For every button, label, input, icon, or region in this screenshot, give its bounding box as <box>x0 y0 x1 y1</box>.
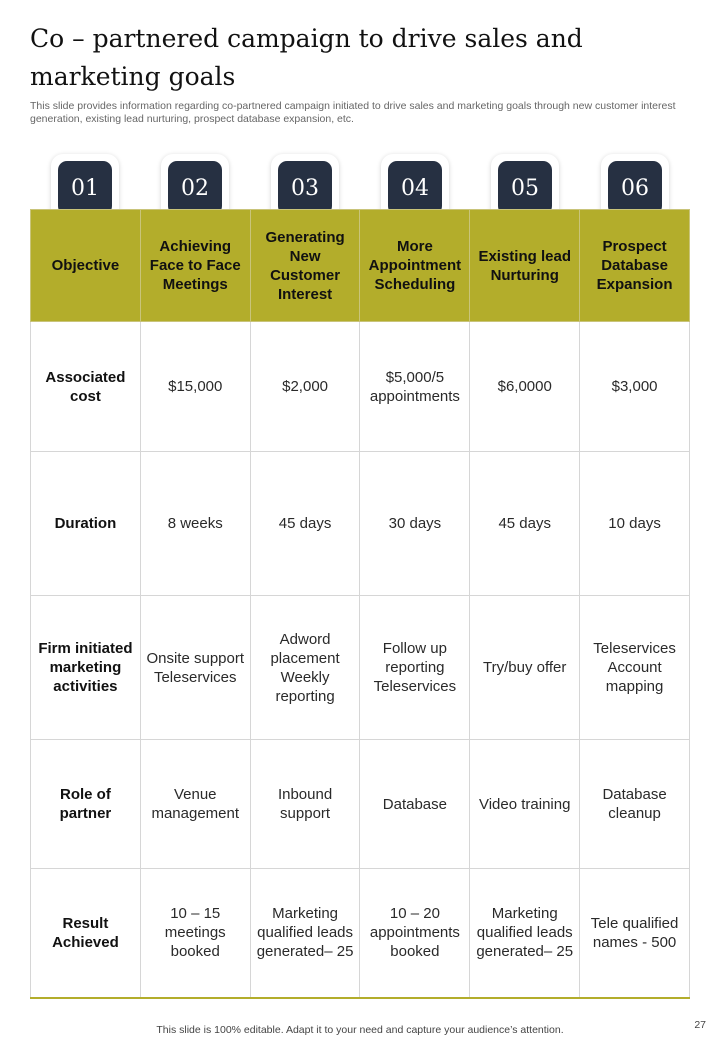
slide-subtitle: This slide provides information regarding co-partnered campaign initiated to drive sales and marketing goals through new customer interest generation, existing lead nurturing, prospect database expansion, etc. <box>30 100 676 125</box>
table-cell: Video training <box>470 740 580 869</box>
table-cell: $5,000/5 appointments <box>360 322 470 452</box>
column-header: More Appointment Scheduling <box>360 210 470 322</box>
row-header: Role of partner <box>31 740 141 869</box>
column-header: Prospect Database Expansion <box>580 210 690 322</box>
table-cell: Marketing qualified leads generated– 25 <box>250 869 360 998</box>
table-cell: $15,000 <box>140 322 250 452</box>
table-cell: 30 days <box>360 452 470 596</box>
table-cell: 8 weeks <box>140 452 250 596</box>
column-header: Existing lead Nurturing <box>470 210 580 322</box>
table-cell: Onsite support Teleservices <box>140 596 250 740</box>
step-number: 03 <box>278 161 332 215</box>
step-number: 05 <box>498 161 552 215</box>
step-number: 02 <box>168 161 222 215</box>
table-cell: $6,0000 <box>470 322 580 452</box>
table-row <box>31 452 690 596</box>
step-number: 01 <box>58 161 112 215</box>
table-cell: Try/buy offer <box>470 596 580 740</box>
column-header: Achieving Face to Face Meetings <box>140 210 250 322</box>
table-cell: 45 days <box>250 452 360 596</box>
corner-header: Objective <box>31 210 141 322</box>
table-cell: Follow up reporting Teleservices <box>360 596 470 740</box>
table-row <box>31 322 690 452</box>
table-cell: Venue management <box>140 740 250 869</box>
page-number: 27 <box>694 1019 706 1031</box>
table-cell: Marketing qualified leads generated– 25 <box>470 869 580 998</box>
table-cell: 10 days <box>580 452 690 596</box>
table-cell: Database <box>360 740 470 869</box>
footer-note: This slide is 100% editable. Adapt it to your need and capture your audience’s attention. <box>156 1024 564 1036</box>
step-number: 04 <box>388 161 442 215</box>
table-cell: $3,000 <box>580 322 690 452</box>
row-header: Associated cost <box>31 322 141 452</box>
table-cell: 10 – 20 appointments booked <box>360 869 470 998</box>
row-header: Firm initiated marketing activities <box>31 596 141 740</box>
column-header: Generating New Customer Interest <box>250 210 360 322</box>
table-cell: Database cleanup <box>580 740 690 869</box>
header-row <box>31 210 690 322</box>
campaign-table <box>30 209 690 999</box>
table-row <box>31 869 690 998</box>
table-cell: $2,000 <box>250 322 360 452</box>
table-cell: Tele qualified names - 500 <box>580 869 690 998</box>
step-number: 06 <box>608 161 662 215</box>
table-cell: 10 – 15 meetings booked <box>140 869 250 998</box>
table-cell: 45 days <box>470 452 580 596</box>
table-row <box>31 740 690 869</box>
table-cell: Inbound support <box>250 740 360 869</box>
slide-title: Co – partnered campaign to drive sales and marketing goals <box>30 24 583 91</box>
table-cell: Adword placement Weekly reporting <box>250 596 360 740</box>
table-cell: Teleservices Account mapping <box>580 596 690 740</box>
row-header: Duration <box>31 452 141 596</box>
row-header: Result Achieved <box>31 869 141 998</box>
table-row <box>31 596 690 740</box>
